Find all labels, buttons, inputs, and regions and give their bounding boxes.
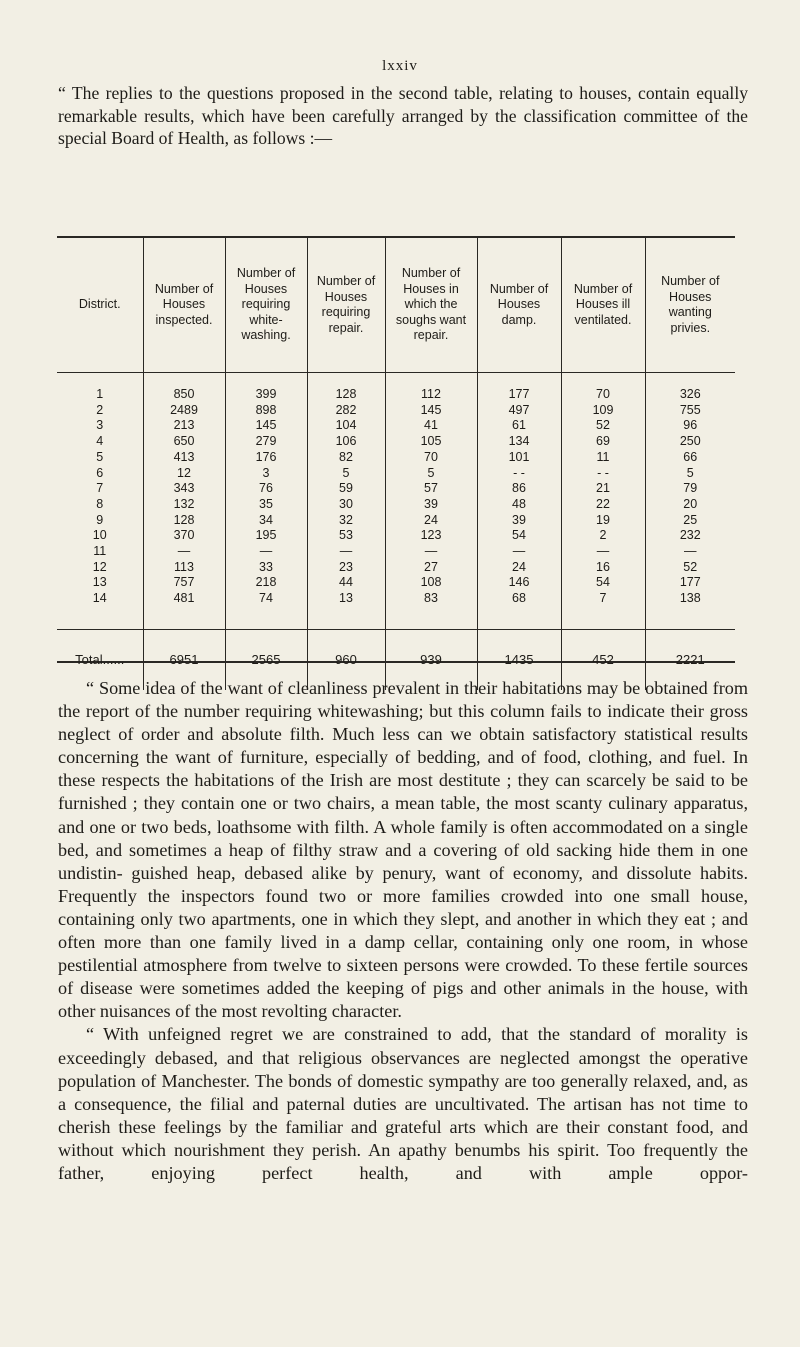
table-cell: 20 <box>645 497 735 513</box>
table-cell: 112 <box>385 387 477 403</box>
table-cell: 11 <box>93 544 107 559</box>
table-cell: 4 <box>96 434 104 449</box>
table-cell: 11 <box>561 450 645 466</box>
table-cell: 35 <box>225 497 307 513</box>
table-cell: 146 <box>477 575 561 591</box>
table-cell: 2489 <box>143 403 225 419</box>
table-cell: 86 <box>477 481 561 497</box>
table-row <box>57 387 735 403</box>
table-cell: 757 <box>143 575 225 591</box>
header-district: District. <box>57 238 143 373</box>
table-cell: 52 <box>561 418 645 434</box>
header-inspected: Number of Houses inspected. <box>143 238 225 373</box>
total-cell: 2221 <box>645 629 735 690</box>
table-cell: — <box>477 544 561 560</box>
total-cell: 939 <box>385 629 477 690</box>
table-cell: 39 <box>385 497 477 513</box>
total-cell: 2565 <box>225 629 307 690</box>
table-cell: 32 <box>307 513 385 529</box>
table-cell: — <box>561 544 645 560</box>
table-cell: 41 <box>385 418 477 434</box>
table-cell: 6 <box>96 465 104 480</box>
table-cell: 213 <box>143 418 225 434</box>
table-cell: 176 <box>225 450 307 466</box>
table-cell: 34 <box>225 513 307 529</box>
table-cell: 13 <box>92 575 107 590</box>
table-cell: 481 <box>143 591 225 607</box>
table-cell: 83 <box>385 591 477 607</box>
table-cell: 343 <box>143 481 225 497</box>
table-cell: 30 <box>307 497 385 513</box>
table-cell: 66 <box>645 450 735 466</box>
table-cell: 24 <box>385 513 477 529</box>
table-header-row <box>57 238 735 373</box>
spacer-row <box>57 607 735 630</box>
table-cell: 25 <box>645 513 735 529</box>
body-text <box>58 677 748 1185</box>
table-cell: 134 <box>477 434 561 450</box>
table-row <box>57 434 735 450</box>
table-cell: - - <box>561 466 645 482</box>
total-cell: 960 <box>307 629 385 690</box>
header-whitewashing: Number of Houses requiring white-washing. <box>225 238 307 373</box>
table-cell: 69 <box>561 434 645 450</box>
table-cell: 128 <box>307 387 385 403</box>
table-row <box>57 591 735 607</box>
table-cell: 755 <box>645 403 735 419</box>
header-ventilated: Number of Houses ill ventilated. <box>561 238 645 373</box>
table-cell: 177 <box>645 575 735 591</box>
table-cell: 108 <box>385 575 477 591</box>
table-cell: 19 <box>561 513 645 529</box>
table-cell: 2 <box>96 402 104 417</box>
table-cell: 44 <box>307 575 385 591</box>
table-row <box>57 497 735 513</box>
table-cell: 109 <box>561 403 645 419</box>
table-cell: 33 <box>225 560 307 576</box>
table-row <box>57 466 735 482</box>
table-cell: 12 <box>143 466 225 482</box>
total-cell: 6951 <box>143 629 225 690</box>
spacer-row <box>57 373 735 388</box>
table-cell: 13 <box>307 591 385 607</box>
table-cell: 24 <box>477 560 561 576</box>
table-row <box>57 481 735 497</box>
table-cell: 282 <box>307 403 385 419</box>
table-cell: 232 <box>645 528 735 544</box>
table-row <box>57 528 735 544</box>
table-cell: 57 <box>385 481 477 497</box>
table-cell: — <box>225 544 307 560</box>
table-cell: 104 <box>307 418 385 434</box>
table-cell: 177 <box>477 387 561 403</box>
table-cell: 138 <box>645 591 735 607</box>
houses-table <box>57 236 735 667</box>
table-cell: 70 <box>385 450 477 466</box>
table-cell: 279 <box>225 434 307 450</box>
table-cell: 195 <box>225 528 307 544</box>
table-cell: 39 <box>477 513 561 529</box>
table-cell: — <box>307 544 385 560</box>
table-cell: - - <box>477 466 561 482</box>
table-cell: 96 <box>645 418 735 434</box>
table-row <box>57 513 735 529</box>
table-cell: 898 <box>225 403 307 419</box>
table-cell: 54 <box>561 575 645 591</box>
header-repair: Number of Houses requiring repair. <box>307 238 385 373</box>
table-cell: 123 <box>385 528 477 544</box>
table-cell: 128 <box>143 513 225 529</box>
table-cell: 370 <box>143 528 225 544</box>
table-cell: 22 <box>561 497 645 513</box>
table-cell: 74 <box>225 591 307 607</box>
total-cell: 1435 <box>477 629 561 690</box>
table-cell: 79 <box>645 481 735 497</box>
table-cell: 48 <box>477 497 561 513</box>
paragraph-cleanliness: “ Some idea of the want of cleanliness prevalent in their habitations may be obtained from the report of the number requiring whitewashing; but this column fails to indicate their gross neglect of order and absolute filth. Much less can we obtain satisfactory statistical results concerning the want of furniture, especially of bedding, and of food, clothing, and fuel. In these respects the habitations of the Irish are most destitute ; they can scarcely be said to be furnished ; they contain one or two chairs, a mean table, the most scanty culinary apparatus, and one or two beds, loathsome with filth. A whole family is often accommodated on a single bed, and sometimes a heap of filthy straw and a covering of old sacking hide them in one undistin- guished heap, debased alike by penury, want of economy, and dissolute habits. Frequently the inspectors found two or more families crowded into one small house, containing only two apartments, one in which they slept, and another in which they eat ; and often more than one family lived in a damp cellar, containing only one room, in whose pestilential atmosphere from twelve to sixteen persons were crowded. To these fertile sources of disease were sometimes added the keeping of pigs and other animals in the house, with other nuisances of the most revolting character. <box>58 678 748 1022</box>
table-cell: 106 <box>307 434 385 450</box>
page-number: lxxiv <box>382 58 418 74</box>
table-cell: 3 <box>225 466 307 482</box>
houses-table-grid <box>57 238 735 690</box>
table-cell: 21 <box>561 481 645 497</box>
table-cell: — <box>645 544 735 560</box>
table-cell: 16 <box>561 560 645 576</box>
header-damp: Number of Houses damp. <box>477 238 561 373</box>
table-cell: 12 <box>92 559 107 574</box>
table-cell: 5 <box>645 466 735 482</box>
table-cell: 326 <box>645 387 735 403</box>
table-cell: 14 <box>92 591 107 606</box>
table-cell: 68 <box>477 591 561 607</box>
table-cell: 145 <box>225 418 307 434</box>
table-cell: 850 <box>143 387 225 403</box>
table-row <box>57 560 735 576</box>
table-cell: 82 <box>307 450 385 466</box>
header-soughs: Number of Houses in which the soughs want repair. <box>385 238 477 373</box>
table-cell: 250 <box>645 434 735 450</box>
table-cell: — <box>143 544 225 560</box>
table-cell: 497 <box>477 403 561 419</box>
table-cell: 5 <box>96 449 104 464</box>
table-row <box>57 418 735 434</box>
table-cell: 5 <box>307 466 385 482</box>
table-cell: 399 <box>225 387 307 403</box>
table-cell: 105 <box>385 434 477 450</box>
table-row <box>57 450 735 466</box>
table-cell: 2 <box>561 528 645 544</box>
table-cell: 7 <box>96 481 104 496</box>
table-cell: 76 <box>225 481 307 497</box>
table-cell: 218 <box>225 575 307 591</box>
table-cell: 132 <box>143 497 225 513</box>
table-cell: 113 <box>143 560 225 576</box>
table-cell: 650 <box>143 434 225 450</box>
table-cell: 3 <box>96 418 104 433</box>
table-cell: 145 <box>385 403 477 419</box>
table-cell: 10 <box>92 528 107 543</box>
table-cell: 61 <box>477 418 561 434</box>
table-cell: 7 <box>561 591 645 607</box>
header-privies: Number of Houses wanting privies. <box>645 238 735 373</box>
table-cell: 52 <box>645 560 735 576</box>
table-row <box>57 575 735 591</box>
paragraph-morality: “ With unfeigned regret we are constrained to add, that the standard of morality is exceedingly debased, and that religious observances are neglected amongst the operative population of Manchester. The bonds of domestic sympathy are too generally relaxed, and, as a consequence, the filial and paternal duties are uncultivated. The artisan has not time to cherish these feelings by the familiar and grateful arts which are their constant food, and without which nourishment they perish. An apathy benumbs his spirit. Too frequently the father, enjoying perfect health, and with ample oppor- <box>58 1024 748 1183</box>
table-cell: 53 <box>307 528 385 544</box>
table-cell: — <box>385 544 477 560</box>
table-cell: 413 <box>143 450 225 466</box>
table-cell: 1 <box>96 387 104 401</box>
table-cell: 23 <box>307 560 385 576</box>
table-cell: 101 <box>477 450 561 466</box>
table-cell: 27 <box>385 560 477 576</box>
table-row <box>57 544 735 560</box>
table-cell: 5 <box>385 466 477 482</box>
table-cell: 54 <box>477 528 561 544</box>
table-cell: 8 <box>96 496 104 511</box>
table-cell: 9 <box>96 512 104 527</box>
table-row <box>57 403 735 419</box>
table-cell: 70 <box>561 387 645 403</box>
table-cell: 59 <box>307 481 385 497</box>
total-cell: 452 <box>561 629 645 690</box>
intro-paragraph: “ The replies to the questions proposed in the second table, relating to houses, contain equally remarkable results, which have been carefully arranged by the classification committee of the special Board of Health, as follows :— <box>58 83 748 148</box>
total-cell: Total...... <box>57 629 143 690</box>
